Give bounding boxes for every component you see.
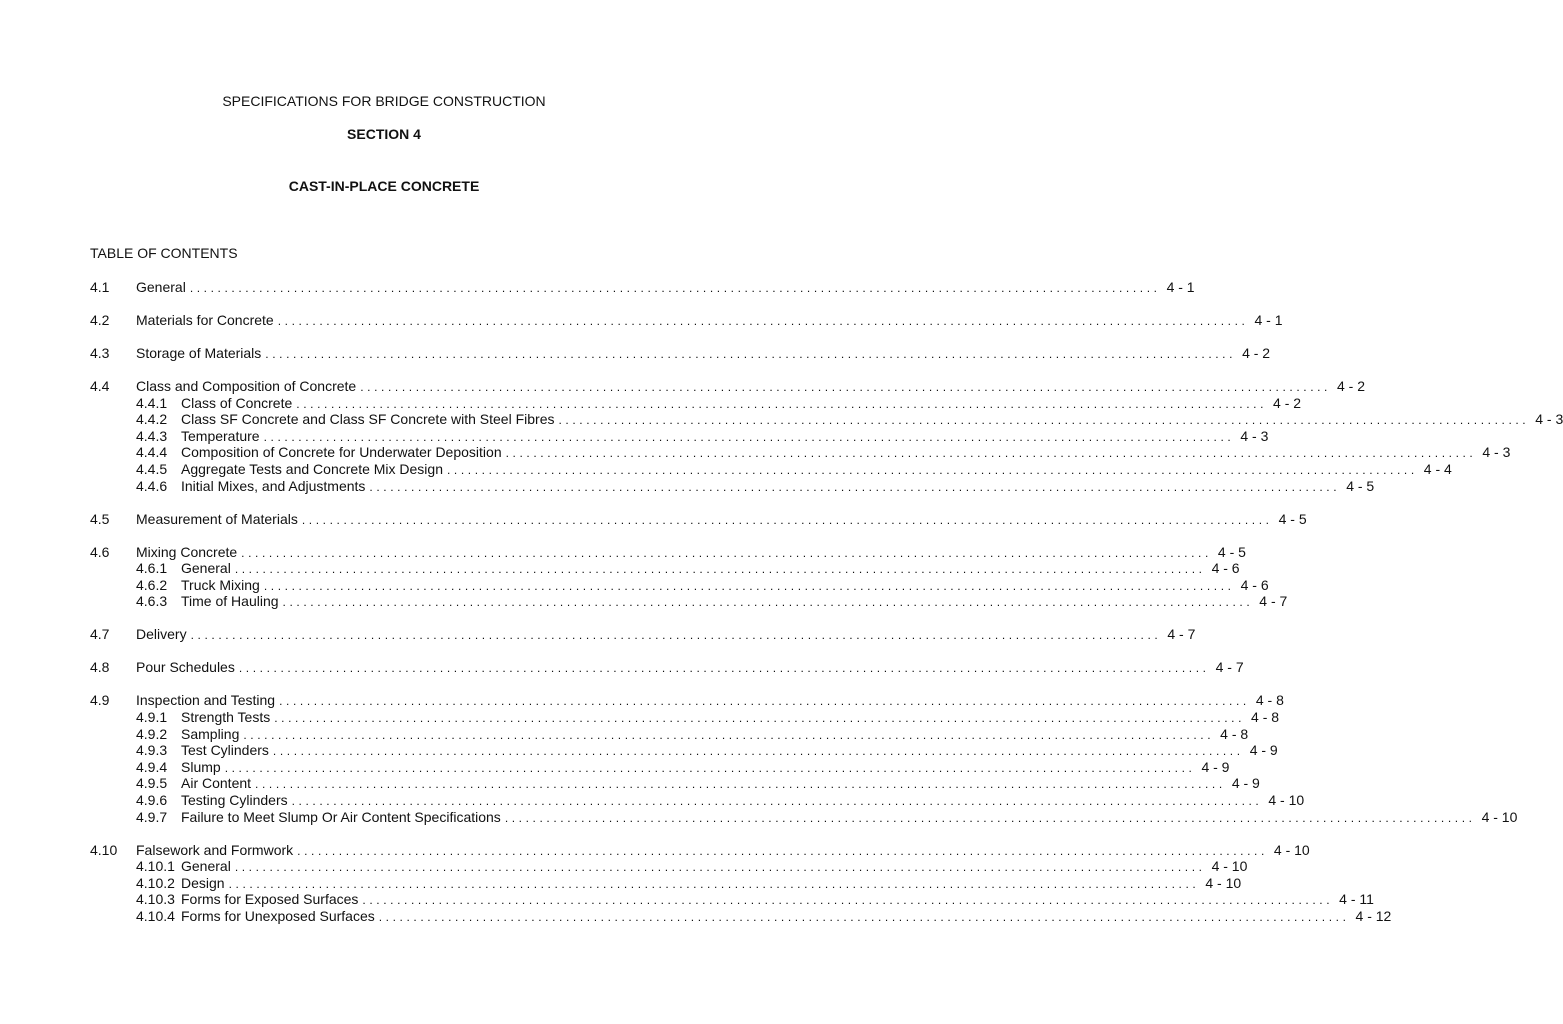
toc-entry[interactable]	[0, 792, 1305, 809]
toc-entry-page: 4 - 6	[1240, 577, 1269, 593]
toc-entry-number: 4.6.2	[136, 577, 168, 593]
toc-entry-leader	[181, 858, 1248, 875]
toc-entry-number: 4.4	[90, 378, 110, 394]
toc-entry-title: Measurement of Materials	[136, 511, 298, 527]
toc-entry-title: Class of Concrete	[181, 395, 293, 411]
toc-entry[interactable]	[0, 378, 1366, 395]
dot-leader: ............................................................................................................................................	[447, 463, 1418, 477]
toc-entry-title: Storage of Materials	[136, 345, 262, 361]
toc-entry-page: 4 - 10	[1481, 809, 1518, 825]
toc-entry-number: 4.10.2	[136, 875, 175, 891]
toc-entry-number: 4.10.4	[136, 908, 175, 924]
dot-leader: ............................................................................................................................................	[558, 413, 1530, 427]
dot-leader: ............................................................................................................................................	[272, 744, 1244, 758]
toc-entry-number: 4.10.1	[136, 858, 175, 874]
toc-entry-number: 4.8	[90, 659, 110, 675]
toc-entry[interactable]	[0, 891, 1374, 908]
section-title: CAST-IN-PLACE CONCRETE	[288, 178, 480, 194]
toc-entry[interactable]	[0, 775, 1260, 792]
toc-entry-title: Time of Hauling	[181, 593, 279, 609]
toc-entry-page: 4 - 11	[1339, 891, 1374, 907]
toc-entry-number: 4.6	[90, 544, 110, 560]
toc-entry-title: Failure to Meet Slump Or Air Content Specifications	[181, 809, 501, 825]
dot-leader: ............................................................................................................................................	[234, 562, 1206, 576]
dot-leader: ............................................................................................................................................	[228, 877, 1200, 891]
toc-entry-title: General	[181, 560, 231, 576]
toc-entry[interactable]	[0, 875, 1242, 892]
toc-entry-leader	[181, 726, 1249, 743]
toc-entry-page: 4 - 1	[1166, 279, 1195, 295]
toc-entry-leader	[181, 444, 1511, 461]
toc-entry-leader	[136, 312, 1283, 329]
toc-entry[interactable]	[0, 428, 1269, 445]
toc-entry-title: Mixing Concrete	[136, 544, 238, 560]
toc-entry-title: Sampling	[181, 726, 240, 742]
toc-entry-page: 4 - 7	[1259, 593, 1288, 609]
toc-entry-leader	[136, 544, 1246, 561]
toc-entry-number: 4.9.7	[136, 809, 168, 825]
toc-entry-page: 4 - 5	[1346, 478, 1375, 494]
dot-leader: ............................................................................................................................................	[224, 761, 1196, 775]
toc-entry[interactable]	[0, 742, 1278, 759]
toc-entry-leader	[181, 891, 1374, 908]
toc-entry[interactable]	[0, 759, 1230, 776]
toc-entry-number: 4.1	[90, 279, 110, 295]
toc-entry[interactable]	[0, 726, 1249, 743]
toc-entry-leader	[181, 428, 1269, 445]
toc-entry-title: Testing Cylinders	[181, 792, 288, 808]
toc-entry-leader	[181, 411, 1563, 428]
toc-entry-leader	[181, 742, 1278, 759]
toc-entry-title: Truck Mixing	[181, 577, 260, 593]
dot-leader: ............................................................................................................................................	[291, 794, 1263, 808]
toc-entry-leader	[181, 775, 1260, 792]
dot-leader: ............................................................................................................................................	[282, 595, 1254, 609]
toc-entry[interactable]	[0, 908, 1392, 925]
toc-entry-page: 4 - 8	[1251, 709, 1280, 725]
document-title: SPECIFICATIONS FOR BRIDGE CONSTRUCTION	[222, 93, 546, 109]
toc-entry-page: 4 - 2	[1337, 378, 1366, 394]
dot-leader: ............................................................................................................................................	[263, 430, 1235, 444]
toc-entry-title: Aggregate Tests and Concrete Mix Design	[181, 461, 443, 477]
toc-entry-title: Class and Composition of Concrete	[136, 378, 357, 394]
dot-leader: ............................................................................................................................................	[238, 661, 1210, 675]
toc-entry-page: 4 - 9	[1231, 775, 1260, 791]
toc-entry-leader	[136, 692, 1284, 709]
toc-entry[interactable]	[0, 444, 1511, 461]
toc-entry-number: 4.9.2	[136, 726, 168, 742]
dot-leader: ............................................................................................................................................	[296, 397, 1268, 411]
toc-entry-leader	[181, 908, 1392, 925]
toc-entry-number: 4.2	[90, 312, 110, 328]
toc-entry-title: General	[181, 858, 231, 874]
dot-leader: ............................................................................................................................................	[301, 513, 1273, 527]
toc-entry-page: 4 - 8	[1255, 692, 1284, 708]
toc-entry[interactable]	[0, 395, 1302, 412]
toc-entry[interactable]	[0, 858, 1248, 875]
toc-entry[interactable]	[0, 478, 1375, 495]
toc-entry-title: Test Cylinders	[181, 742, 269, 758]
toc-entry-number: 4.3	[90, 345, 110, 361]
toc-entry-leader	[136, 842, 1310, 859]
toc-entry-number: 4.9.4	[136, 759, 168, 775]
toc-heading: TABLE OF CONTENTS	[90, 245, 238, 261]
toc-entry-title: Initial Mixes, and Adjustments	[181, 478, 366, 494]
toc-entry-page: 4 - 9	[1201, 759, 1230, 775]
section-number: SECTION 4	[347, 126, 421, 142]
toc-entry-leader	[181, 593, 1288, 610]
toc-entry-page: 4 - 7	[1215, 659, 1244, 675]
toc-entry-title: Delivery	[136, 626, 187, 642]
toc-entry-title: Strength Tests	[181, 709, 271, 725]
toc-entry-title: Inspection and Testing	[136, 692, 276, 708]
toc-entry-page: 4 - 8	[1220, 726, 1249, 742]
toc-entry-leader	[181, 577, 1269, 594]
toc-entry-number: 4.4.5	[136, 461, 168, 477]
dot-leader: ............................................................................................................................................	[234, 860, 1206, 874]
toc-entry-title: Materials for Concrete	[136, 312, 274, 328]
toc-entry-leader	[181, 792, 1305, 809]
toc-entry[interactable]	[0, 626, 1196, 643]
toc-entry-title: Slump	[181, 759, 221, 775]
toc-entry-title: Pour Schedules	[136, 659, 235, 675]
dot-leader: ............................................................................................................................................	[362, 893, 1334, 907]
toc-entry-leader	[136, 659, 1244, 676]
dot-leader: ............................................................................................................................................	[255, 777, 1226, 791]
toc-entry-page: 4 - 10	[1273, 842, 1310, 858]
toc-entry-page: 4 - 10	[1211, 858, 1248, 874]
toc-entry-number: 4.4.3	[136, 428, 168, 444]
toc-entry-leader	[136, 378, 1366, 395]
toc-entry-number: 4.9.3	[136, 742, 168, 758]
dot-leader: ............................................................................................................................................	[360, 380, 1331, 394]
toc-entry-number: 4.4.2	[136, 411, 168, 427]
toc-entry-number: 4.4.4	[136, 444, 168, 460]
toc-entry-title: Composition of Concrete for Underwater Deposition	[181, 444, 502, 460]
dot-leader: ............................................................................................................................................	[241, 546, 1212, 560]
toc-entry-page: 4 - 9	[1249, 742, 1278, 758]
toc-entry-leader	[181, 809, 1518, 826]
toc-entry-title: General	[136, 279, 186, 295]
toc-entry-leader	[181, 875, 1242, 892]
toc-entry-number: 4.5	[90, 511, 110, 527]
toc-entry-page: 4 - 3	[1482, 444, 1511, 460]
toc-entry-title: Temperature	[181, 428, 260, 444]
toc-entry[interactable]	[0, 279, 1195, 296]
toc-entry-number: 4.10.3	[136, 891, 175, 907]
toc-entry-title: Design	[181, 875, 225, 891]
toc-entry-number: 4.4.6	[136, 478, 168, 494]
toc-entry-leader	[181, 759, 1230, 776]
toc-entry-title: Air Content	[181, 775, 252, 791]
toc-entry[interactable]	[0, 842, 1310, 859]
toc-entry-title: Forms for Exposed Surfaces	[181, 891, 359, 907]
toc-entry[interactable]	[0, 659, 1244, 676]
dot-leader: ............................................................................................................................................	[504, 811, 1476, 825]
toc-entry[interactable]	[0, 577, 1269, 594]
toc-entry-title: Forms for Unexposed Surfaces	[181, 908, 375, 924]
toc-entry-number: 4.9	[90, 692, 110, 708]
dot-leader: ............................................................................................................................................	[378, 910, 1350, 924]
toc-entry-page: 4 - 3	[1240, 428, 1269, 444]
toc-entry-number: 4.6.3	[136, 593, 168, 609]
dot-leader: ............................................................................................................................................	[265, 347, 1237, 361]
toc-entry-number: 4.9.5	[136, 775, 168, 791]
toc-entry-leader	[181, 478, 1375, 495]
toc-entry-page: 4 - 3	[1535, 411, 1563, 427]
toc-entry-number: 4.4.1	[136, 395, 168, 411]
toc-entry[interactable]	[0, 709, 1280, 726]
toc-entry[interactable]	[0, 345, 1271, 362]
toc-entry-leader	[136, 626, 1196, 643]
dot-leader: ............................................................................................................................................	[243, 728, 1215, 742]
toc-entry-leader	[181, 560, 1240, 577]
toc-entry[interactable]	[0, 411, 1563, 428]
dot-leader: ............................................................................................................................................	[263, 579, 1235, 593]
toc-entry-leader	[181, 461, 1452, 478]
toc-entry-number: 4.10	[90, 842, 118, 858]
toc-entry-page: 4 - 5	[1278, 511, 1307, 527]
dot-leader: ............................................................................................................................................	[190, 628, 1162, 642]
toc-entry-number: 4.6.1	[136, 560, 168, 576]
toc-entry[interactable]	[0, 593, 1288, 610]
dot-leader: ............................................................................................................................................	[297, 844, 1268, 858]
toc-entry[interactable]	[0, 692, 1284, 709]
toc-entry-leader	[136, 511, 1307, 528]
toc-entry-title: Class SF Concrete and Class SF Concrete with Steel Fibres	[181, 411, 555, 427]
dot-leader: ............................................................................................................................................	[277, 314, 1249, 328]
dot-leader: ............................................................................................................................................	[189, 281, 1161, 295]
toc-entry-title: Falsework and Formwork	[136, 842, 294, 858]
toc-entry-page: 4 - 10	[1205, 875, 1242, 891]
toc-entry-page: 4 - 10	[1268, 792, 1305, 808]
toc-entry[interactable]	[0, 511, 1307, 528]
toc-entry-leader	[136, 345, 1271, 362]
toc-entry-number: 4.7	[90, 626, 110, 642]
toc-entry-number: 4.9.1	[136, 709, 168, 725]
toc-entry-page: 4 - 7	[1167, 626, 1196, 642]
toc-entry-page: 4 - 1	[1254, 312, 1283, 328]
dot-leader: ............................................................................................................................................	[505, 446, 1477, 460]
toc-entry[interactable]	[0, 560, 1240, 577]
toc-entry-page: 4 - 12	[1355, 908, 1392, 924]
toc-entry-leader	[136, 279, 1195, 296]
toc-entry-number: 4.9.6	[136, 792, 168, 808]
toc-entry-page: 4 - 2	[1273, 395, 1302, 411]
toc-entry[interactable]	[0, 461, 1452, 478]
dot-leader: ............................................................................................................................................	[279, 694, 1250, 708]
toc-entry-page: 4 - 5	[1217, 544, 1246, 560]
toc-entry-leader	[181, 709, 1280, 726]
toc-entry[interactable]	[0, 809, 1518, 826]
dot-leader: ............................................................................................................................................	[369, 480, 1341, 494]
toc-entry[interactable]	[0, 544, 1246, 561]
toc-entry-page: 4 - 2	[1242, 345, 1271, 361]
toc-entry[interactable]	[0, 312, 1283, 329]
toc-entry-page: 4 - 6	[1211, 560, 1240, 576]
dot-leader: ............................................................................................................................................	[274, 711, 1246, 725]
toc-entry-page: 4 - 4	[1423, 461, 1452, 477]
toc-entry-leader	[181, 395, 1302, 412]
